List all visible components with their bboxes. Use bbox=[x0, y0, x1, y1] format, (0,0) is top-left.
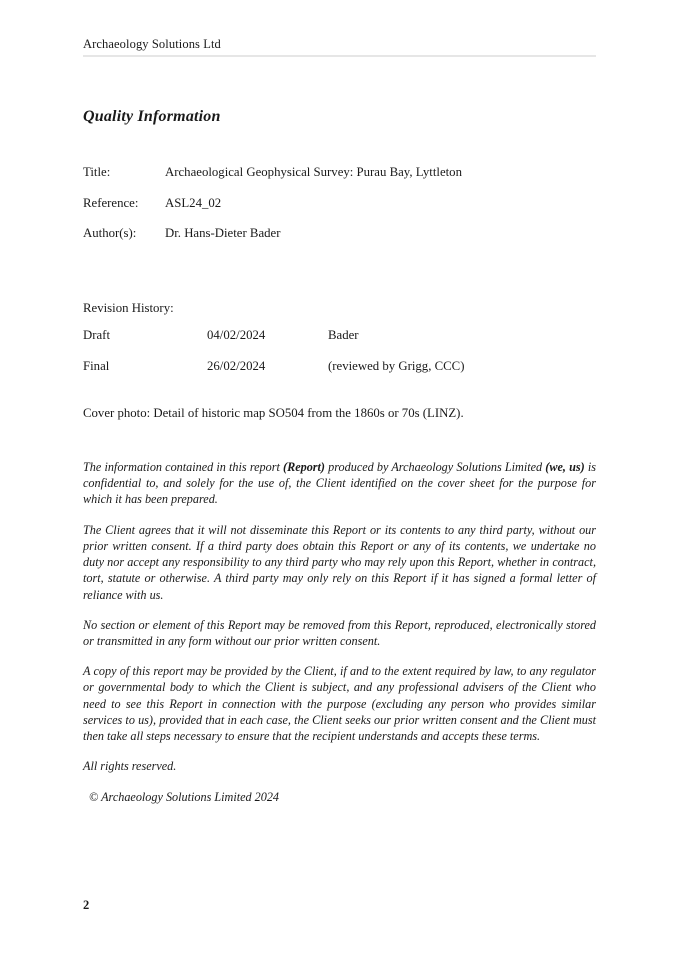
disclaimer-paragraph-third-party: The Client agrees that it will not disseminate this Report or its contents to any third party, without our prior written consent. If a third party does obtain this Report or any of its contents, we undertake no duty nor accept any responsibility to any third party who may rely upon this Report, whether in contract, tort, statute or otherwise. A third party may only rely on this Report if it has signed a formal letter of reliance with us. bbox=[83, 522, 596, 602]
meta-label-authors: Author(s): bbox=[83, 226, 137, 241]
disclaimer-term-report: (Report) bbox=[283, 460, 325, 474]
revision-history-table bbox=[83, 328, 596, 389]
disclaimer-paragraph-regulator: A copy of this report may be provided by the Client, if and to the extent required by law, to any regulator or governmental body to which the Client is subject, and any professional advisers of the Client who need to see this Report in connection with the purpose (excluding any person who provides similar services to us), provided that in each case, the Client seeks our prior written consent and the Client must then take all steps necessary to ensure that the recipient understands and accepts these terms. bbox=[83, 664, 596, 744]
copyright-notice: © Archaeology Solutions Limited 2024 bbox=[89, 789, 280, 804]
meta-label-reference: Reference: bbox=[83, 195, 139, 210]
disclaimer-text-run: is confidential to, and solely for the use of, the Client identified on the cover sheet for the purpose for which it has been prepared. bbox=[83, 460, 596, 507]
disclaimer-paragraph-confidentiality bbox=[83, 459, 596, 508]
meta-value-authors: Dr. Hans-Dieter Bader bbox=[165, 226, 281, 241]
disclaimer-paragraph-rights-reserved: All rights reserved. bbox=[83, 759, 177, 774]
revision-author-final: (reviewed by Grigg, CCC) bbox=[328, 358, 465, 373]
page-header bbox=[83, 38, 596, 57]
disclaimer-block bbox=[83, 459, 596, 805]
revision-date-final: 26/02/2024 bbox=[207, 358, 266, 373]
revision-stage-final: Final bbox=[83, 358, 110, 373]
header-divider bbox=[83, 55, 596, 57]
meta-value-title: Archaeological Geophysical Survey: Purau Bay, Lyttleton bbox=[165, 165, 462, 179]
header-organisation: Archaeology Solutions Ltd bbox=[83, 37, 221, 51]
table-row bbox=[83, 165, 596, 196]
cover-photo-caption: Cover photo: Detail of historic map SO504 from the 1860s or 70s (LINZ). bbox=[83, 406, 464, 420]
table-row bbox=[83, 226, 596, 257]
disclaimer-term-we-us: (we, us) bbox=[545, 460, 585, 474]
disclaimer-text-run: The information contained in this report bbox=[83, 460, 284, 474]
revision-history-label: Revision History: bbox=[83, 301, 174, 315]
page-title: Quality Information bbox=[83, 108, 221, 125]
meta-label-title: Title: bbox=[83, 165, 111, 179]
meta-value-reference: ASL24_02 bbox=[165, 195, 222, 210]
revision-date-draft: 04/02/2024 bbox=[207, 328, 266, 342]
page-number: 2 bbox=[83, 898, 90, 912]
revision-stage-draft: Draft bbox=[83, 328, 110, 342]
disclaimer-text-run: produced by Archaeology Solutions Limited bbox=[325, 460, 546, 474]
table-row bbox=[83, 328, 596, 359]
revision-author-draft: Bader bbox=[328, 328, 359, 342]
quality-information-table bbox=[83, 165, 596, 257]
table-row bbox=[83, 196, 596, 227]
table-row bbox=[83, 359, 596, 390]
disclaimer-paragraph-reproduction: No section or element of this Report may be removed from this Report, reproduced, electronically stored or transmitted in any form without our prior written consent. bbox=[83, 617, 596, 648]
